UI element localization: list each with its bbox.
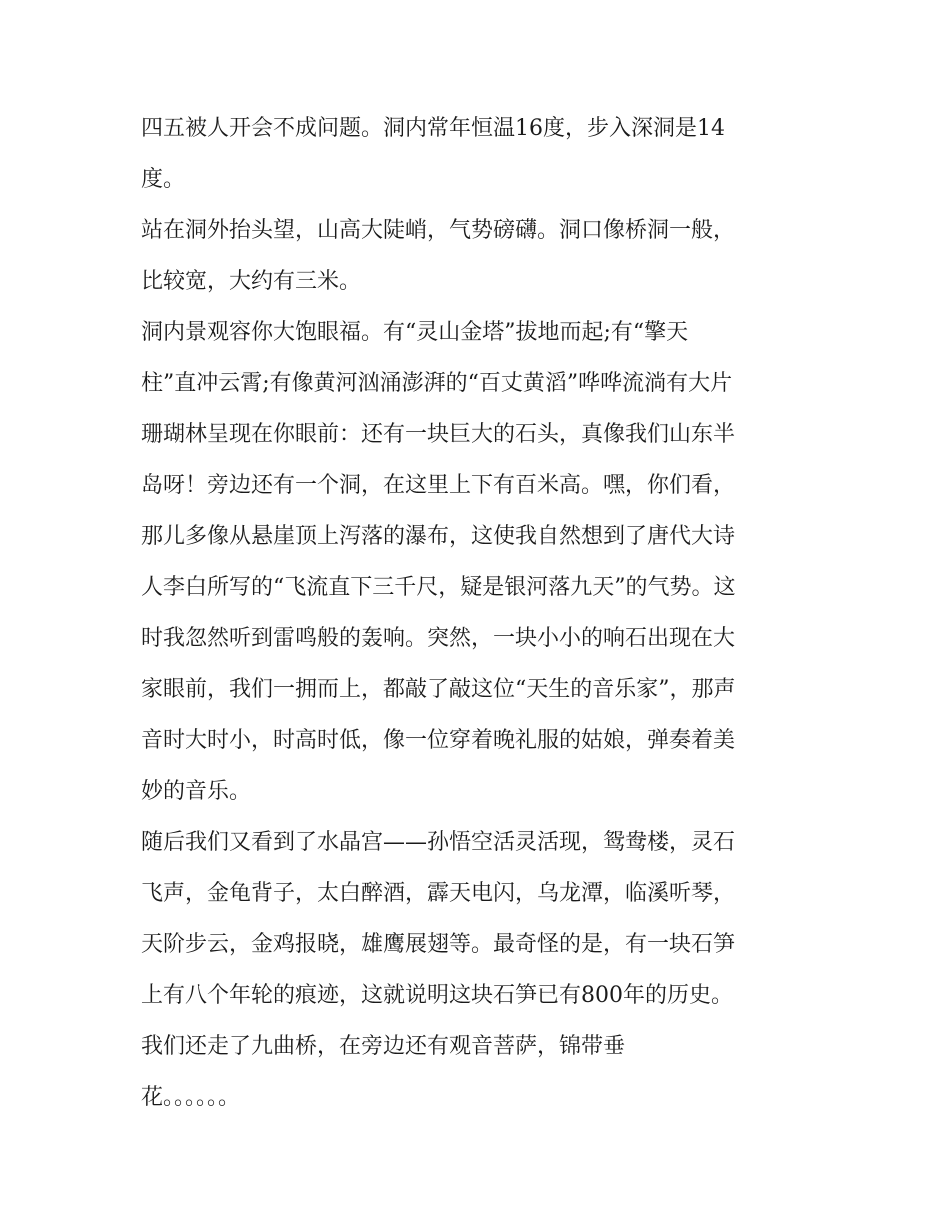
text-line: 上有八个年轮的痕迹，这就说明这块石笋已有800年的历史。 xyxy=(141,983,733,1008)
text-line: 我们还走了九曲桥，在旁边还有观音菩萨，锦带垂 xyxy=(141,1034,626,1059)
text-line: 岛呀！旁边还有一个洞，在这里上下有百米高。嘿，你们看， xyxy=(141,473,736,498)
text-line: 那儿多像从悬崖顶上泻落的瀑布，这使我自然想到了唐代大诗 xyxy=(141,524,736,549)
text-line: 花。。。。。。 xyxy=(141,1085,241,1110)
text-line: 时我忽然听到雷鸣般的轰响。突然，一块小小的响石出现在大 xyxy=(141,626,736,651)
text-line: 家眼前，我们一拥而上，都敲了敲这位“天生的音乐家”，那声 xyxy=(141,677,736,702)
text-line: 妙的音乐。 xyxy=(141,779,252,804)
text-line: 度。 xyxy=(141,167,186,192)
text-line: 四五被人开会不成问题。洞内常年恒温16度，步入深洞是14 xyxy=(141,116,725,141)
text-line: 珊瑚林呈现在你眼前：还有一块巨大的石头，真像我们山东半 xyxy=(141,422,736,447)
text-line: 站在洞外抬头望，山高大陡峭，气势磅礴。洞口像桥洞一般， xyxy=(141,218,736,243)
text-line: 随后我们又看到了水晶宫——孙悟空活灵活现，鸳鸯楼，灵石 xyxy=(141,830,736,855)
text-line: 洞内景观容你大饱眼福。有“灵山金塔”拔地而起;有“擎天 xyxy=(141,320,689,345)
text-line: 比较宽，大约有三米。 xyxy=(141,269,362,294)
text-line: 飞声，金龟背子，太白醉酒，霹天电闪，乌龙潭，临溪听琴， xyxy=(141,881,736,906)
text-line: 柱”直冲云霄;有像黄河汹涌澎湃的“百丈黄滔”哗哗流淌有大片 xyxy=(141,371,733,396)
text-line: 人李白所写的“飞流直下三千尺，疑是银河落九天”的气势。这 xyxy=(141,575,736,600)
body-text xyxy=(141,103,821,1123)
text-line: 天阶步云，金鸡报晓，雄鹰展翅等。最奇怪的是，有一块石笋 xyxy=(141,932,736,957)
text-line: 音时大时小，时高时低，像一位穿着晚礼服的姑娘，弹奏着美 xyxy=(141,728,736,753)
